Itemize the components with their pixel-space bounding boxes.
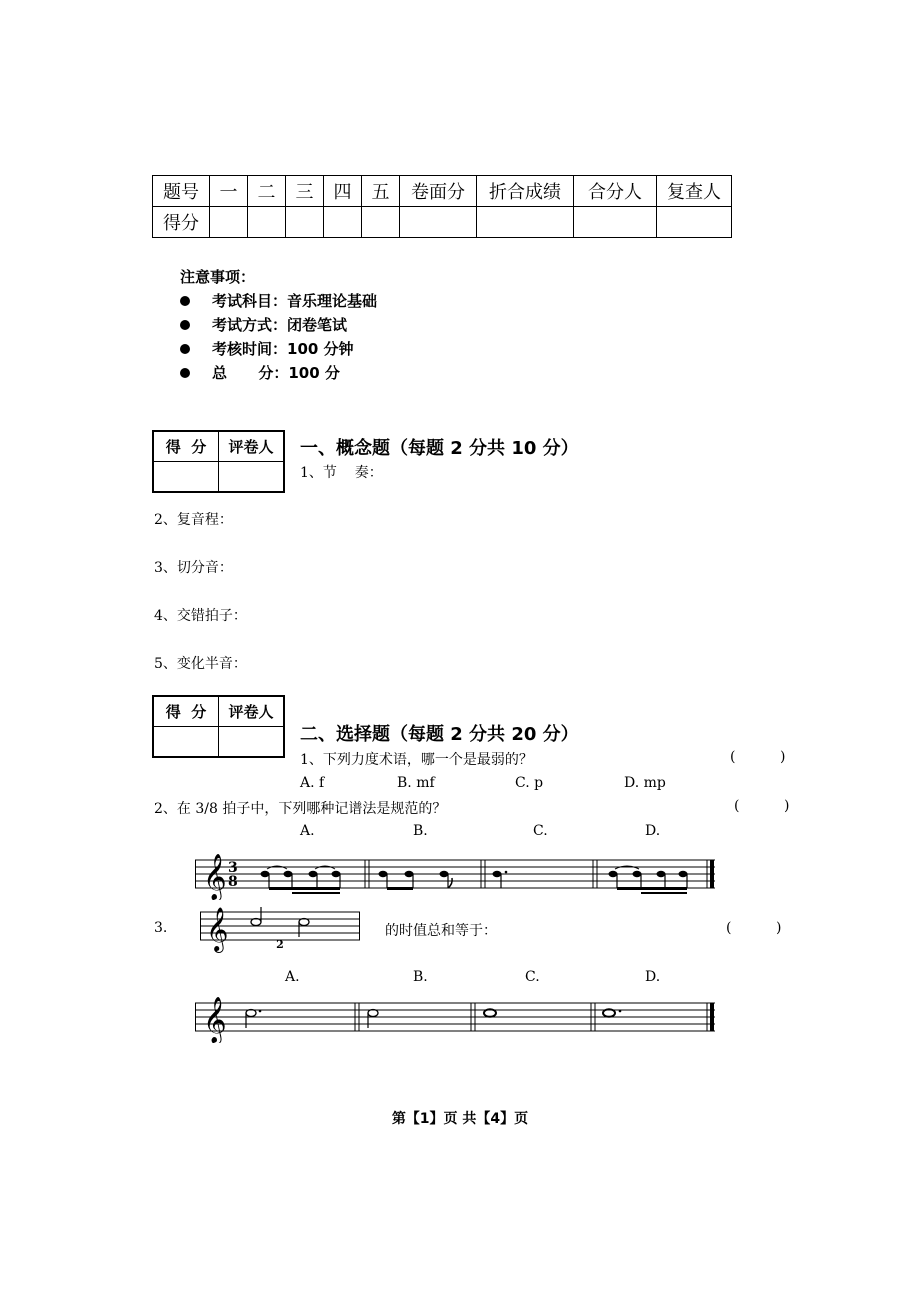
option-d[interactable]: D. — [645, 969, 661, 985]
note-item — [180, 362, 340, 384]
option-a[interactable]: A. — [300, 823, 315, 839]
score-header-cell: 题号 — [153, 176, 210, 207]
section2-title: 二、选择题（每题 2 分共 20 分） — [300, 724, 579, 745]
score-header-cell: 一 — [210, 176, 248, 207]
option-c[interactable]: C. — [533, 823, 548, 839]
score-header-cell: 二 — [248, 176, 286, 207]
concept-question: 5、变化半音： — [154, 656, 247, 672]
score-row-label: 得分 — [153, 207, 210, 238]
concept-question: 4、交错拍子： — [154, 608, 247, 624]
score-header-cell: 合分人 — [574, 176, 657, 207]
answer-paren[interactable]: ( ) — [730, 749, 786, 765]
score-table-header-row — [153, 176, 732, 207]
option-b[interactable]: B. mf — [397, 775, 435, 791]
note-item — [180, 338, 354, 360]
option-a[interactable]: A. f — [300, 775, 325, 791]
section1-title: 一、概念题（每题 2 分共 10 分） — [300, 438, 579, 459]
option-c-notation — [493, 871, 508, 888]
option-b[interactable]: B. — [413, 823, 428, 839]
time-signature-top: 3 — [228, 860, 238, 876]
time-signature-bottom: 8 — [228, 874, 238, 890]
option-b-notation — [368, 1010, 378, 1029]
score-header-cell: 三 — [286, 176, 324, 207]
grader-box-section1 — [152, 430, 285, 493]
page-footer: 第【1】页 共【4】页 — [391, 1111, 529, 1127]
bullet-icon — [180, 344, 190, 354]
grader-score-label: 得 分 — [153, 431, 219, 462]
option-a-notation — [246, 1010, 261, 1029]
score-cell[interactable] — [248, 207, 286, 238]
grader-name-cell[interactable] — [219, 462, 285, 493]
concept-question: 2、复音程： — [154, 512, 233, 528]
bullet-icon — [180, 296, 190, 306]
note-text: 考试方式：闭卷笔试 — [212, 316, 348, 334]
choice-question-3: 的时值总和等于： — [385, 923, 497, 939]
score-cell[interactable] — [477, 207, 574, 238]
score-cell[interactable] — [574, 207, 657, 238]
grader-score-label: 得 分 — [153, 696, 219, 727]
note-text: 考核时间：100 分钟 — [212, 340, 354, 358]
note-item — [180, 314, 347, 336]
grader-score-cell[interactable] — [153, 462, 219, 493]
answer-paren[interactable]: ( ) — [726, 920, 782, 936]
score-header-cell: 复查人 — [657, 176, 732, 207]
score-header-cell: 四 — [324, 176, 362, 207]
q3-music-staff — [200, 898, 365, 954]
option-a[interactable]: A. — [285, 969, 300, 985]
treble-clef-icon: 𝄞 — [206, 907, 229, 951]
choice-question-2: 2、在 3/8 拍子中，下列哪种记谱法是规范的？ — [154, 801, 447, 817]
option-b[interactable]: B. — [413, 969, 428, 985]
grader-name-label: 评卷人 — [219, 431, 285, 462]
answer-paren[interactable]: ( ) — [734, 798, 790, 814]
q3-options-staff — [195, 985, 720, 1043]
option-a-notation — [261, 866, 341, 894]
score-table — [152, 175, 732, 238]
treble-clef-icon: 𝄞 — [203, 854, 227, 900]
bullet-icon — [180, 368, 190, 378]
choice-question-1: 1、下列力度术语，哪一个是最弱的？ — [300, 752, 533, 768]
option-d[interactable]: D. — [645, 823, 661, 839]
note-text: 总 分：100 分 — [212, 364, 340, 382]
notes-title: 注意事项： — [180, 268, 256, 286]
score-table-score-row — [153, 207, 732, 238]
score-cell[interactable] — [210, 207, 248, 238]
grader-name-cell[interactable] — [219, 727, 285, 758]
score-header-cell: 卷面分 — [400, 176, 477, 207]
score-header-cell: 折合成绩 — [477, 176, 574, 207]
duplet-notation — [251, 907, 309, 951]
score-cell[interactable] — [324, 207, 362, 238]
grader-score-cell[interactable] — [153, 727, 219, 758]
treble-clef-icon: 𝄞 — [203, 997, 227, 1043]
concept-question: 1、节 奏： — [300, 465, 383, 481]
choice-question-3-number: 3. — [154, 920, 168, 936]
grader-name-label: 评卷人 — [219, 696, 285, 727]
score-cell[interactable] — [400, 207, 477, 238]
option-c[interactable]: C. p — [515, 775, 544, 791]
note-text: 考试科目：音乐理论基础 — [212, 292, 378, 310]
score-header-cell: 五 — [362, 176, 400, 207]
concept-question: 3、切分音： — [154, 560, 233, 576]
q2-music-staff — [195, 842, 720, 900]
option-d-notation — [609, 866, 688, 894]
grader-box-section2 — [152, 695, 285, 758]
tuplet-number: 2 — [276, 938, 284, 951]
score-cell[interactable] — [362, 207, 400, 238]
note-item — [180, 290, 377, 312]
bullet-icon — [180, 320, 190, 330]
score-cell[interactable] — [657, 207, 732, 238]
score-cell[interactable] — [286, 207, 324, 238]
option-c[interactable]: C. — [525, 969, 540, 985]
option-d[interactable]: D. mp — [624, 775, 666, 791]
